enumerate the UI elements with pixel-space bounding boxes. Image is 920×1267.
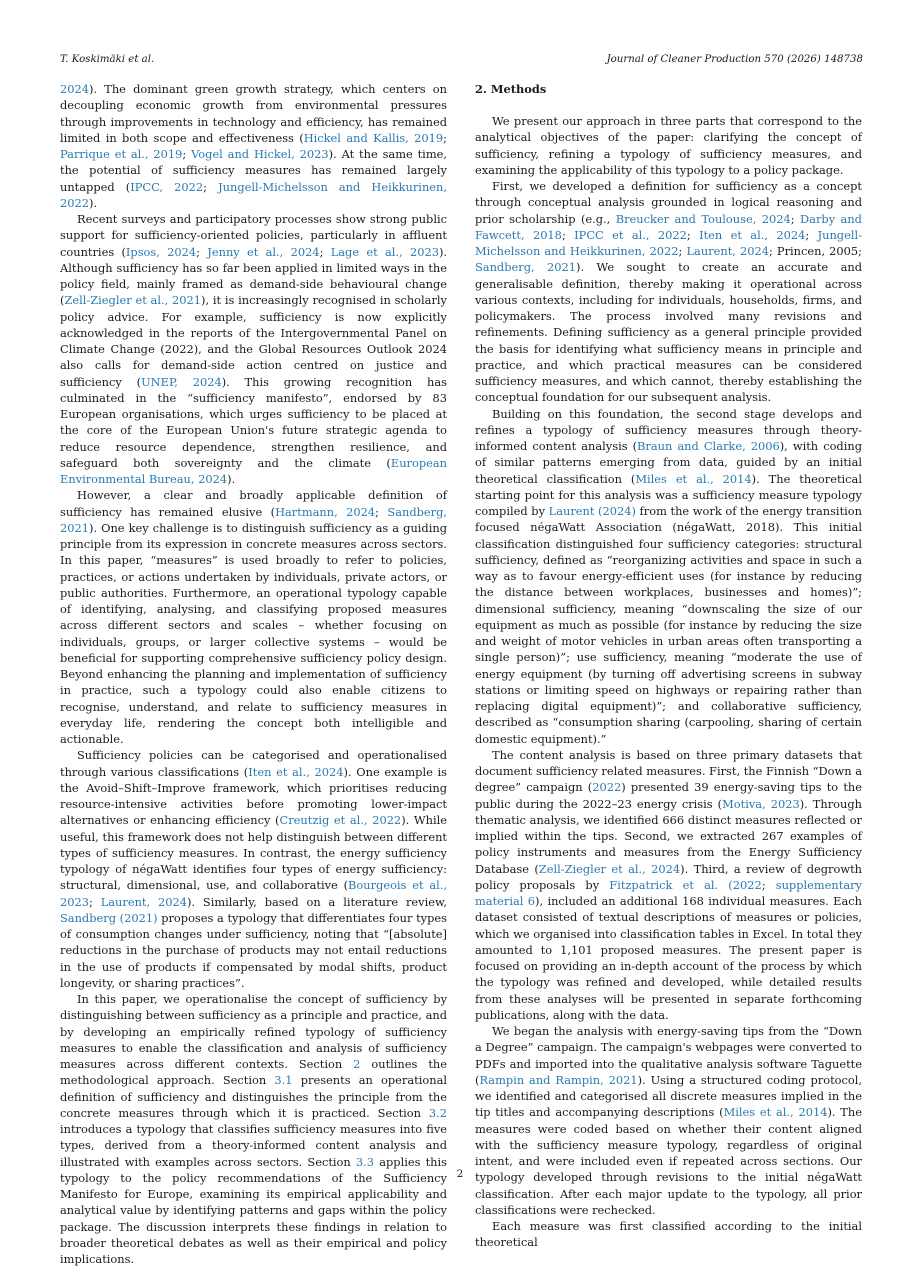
citation-link[interactable]: supplementary material 6 xyxy=(475,877,862,908)
citation-link[interactable]: Sandberg, 2021 xyxy=(60,504,448,535)
citation-link[interactable]: Vogel and Hickel, 2023 xyxy=(191,147,329,161)
citation-link[interactable]: Iten et al., 2024 xyxy=(699,227,806,242)
right-column xyxy=(475,81,862,1251)
paragraph: We began the analysis with energy-saving tips from the “Down a Degree” campaign. The campaign's webpages were converted to PDFs and imported into the qualitative analysis software Taguette (Rampin and Rampin, 2021). Using a structured coding protocol, we identified and categorised all discrete measures implied in the tip titles and accompanying descriptions (Miles et al., 2014). The measures were coded based on whether their content aligned with the sufficiency measure typology, regardless of original intent, and were included even if repeated across sections. Our typology developed through revisions to the initial négaWatt classification. After each major update to the typology, all prior classifications were rechecked. xyxy=(475,1024,863,1217)
citation-link[interactable]: Miles et al., 2014 xyxy=(635,471,752,486)
paragraph: We present our approach in three parts that correspond to the analytical objectives of the paper: clarifying the concept of sufficiency, refining a typology of sufficiency measures, and examining the applicability of this typology to a policy package. xyxy=(475,114,862,177)
citation-link[interactable]: IPCC et al., 2022 xyxy=(574,227,687,242)
citation-link[interactable]: Creutzig et al., 2022 xyxy=(279,813,402,828)
citation-link[interactable]: Hartmann, 2024 xyxy=(275,504,376,519)
citation-link[interactable]: 2 xyxy=(353,1057,361,1071)
citation-link[interactable]: Motiva, 2023 xyxy=(722,796,800,811)
citation-link[interactable]: IPCC, 2022 xyxy=(130,179,204,194)
citation-link[interactable]: Laurent (2024) xyxy=(548,504,636,518)
citation-link[interactable]: European Environmental Bureau, 2024 xyxy=(60,455,447,486)
left-column xyxy=(60,81,447,1267)
citation-link[interactable]: Sandberg, 2021 xyxy=(475,260,577,275)
page-number: 2 xyxy=(456,1168,464,1180)
paragraph: The content analysis is based on three primary datasets that document sufficiency related measures. First, the Finnish “Down a degree” campaign (2022) presented 39 energy-saving tips to the public during the 2022–23 energy crisis (Motiva, 2023). Through thematic analysis, we identified 666 distinct measures reflected or implied within the tips. Second, we extracted 267 examples of policy instruments and measures from the Energy Sufficiency Database (Zell-Ziegler et al., 2024). Third, a review of degrowth policy proposals by Fitzpatrick et al. (2022; supplementary material 6), included an additional 168 individual measures. Each dataset consisted of textual descriptions of measures or policies, which we organised into classification tables in Excel. In total they amounted to 1,101 proposed measures. The present paper is focused on providing an in-depth account of the process by which the typology was refined and developed, while detailed results from these analyses will be presented in separate forthcoming publications, along with the data. xyxy=(475,747,862,1022)
paragraph: Each measure was first classified according to the initial theoretical xyxy=(475,1219,862,1250)
paragraph: However, a clear and broadly applicable definition of sufficiency has remained elusive (Hartmann, 2024; Sandberg, 2021). One key challenge is to distinguish sufficiency as a guiding principle from its expression in concrete measures across sectors. In this paper, “measures” is used broadly to refer to policies, practices, or actions undertaken by individuals, private actors, or public authorities. Furthermore, an operational typology capable of identifying, analysing, and classifying proposed measures across different sectors and scales – whether focusing on individuals, groups, or larger collective systems – would be beneficial for supporting comprehensive sufficiency policy design. Beyond enhancing the planning and implementation of sufficiency in practice, such a typology could also enable citizens to recognise, understand, and relate to sufficiency measures in everyday life, rendering the concept both intelligible and actionable. xyxy=(60,488,448,746)
citation-link[interactable]: Hickel and Kallis, 2019 xyxy=(303,130,444,145)
citation-link[interactable]: UNEP, 2024 xyxy=(141,374,222,389)
citation-link[interactable]: Ipsos, 2024 xyxy=(125,244,197,259)
citation-link[interactable]: 3.1 xyxy=(274,1073,293,1088)
paragraph: In this paper, we operationalise the concept of sufficiency by distinguishing between sufficiency as a principle and practice, and by developing an empirically refined typology of sufficiency measures to enable the classification and analysis of sufficiency measures across different contexts. Section 2 outlines the methodological approach. Section 3.1 presents an operational definition of sufficiency and distinguishes the principle from the concrete measures through which it is practiced. Section 3.2 introduces a typology that classifies sufficiency measures into five types, derived from a theory-informed content analysis and illustrated with examples across sectors. Section 3.3 applies this typology to the policy recommendations of the Sufficiency Manifesto for Europe, examining its empirical applicability and analytical value by identifying patterns and gaps within the policy package. The discussion interprets these findings in relation to broader theoretical debates as well as their empirical and policy implications. xyxy=(60,992,447,1266)
citation-link[interactable]: Jungell-Michelsson and Heikkurinen, 2022 xyxy=(60,179,447,210)
citation-link[interactable]: Jenny et al., 2024 xyxy=(207,244,320,259)
paragraph: First, we developed a definition for sufficiency as a concept through conceptual analysis grounded in logical reasoning and prior scholarship (e.g., Breucker and Toulouse, 2024; Darby and Fawcett, 2018; IPCC et al., 2022; Iten et al., 2024; Jungell-Michelsson and Heikkurinen, 2022; Laurent, 2024; Princen, 2005; Sandberg, 2021). We sought to create an accurate and generalisable definition, thereby making it operational across various contexts, including for individuals, households, firms, and policymakers. The process involved many revisions and refinements. Defining sufficiency as a general principle provided the basis for identifying what sufficiency means in principle and practice, and which practical measures can be considered sufficiency measures, and which cannot, thereby establishing the conceptual foundation for our subsequent analysis. xyxy=(475,179,862,405)
citation-link[interactable]: Darby and Fawcett, 2018 xyxy=(475,211,862,242)
citation-link[interactable]: Laurent, 2024 xyxy=(100,894,187,909)
citation-link[interactable]: Bourgeois et al., 2023 xyxy=(60,878,448,909)
citation-link[interactable]: Iten et al., 2024 xyxy=(248,764,344,779)
citation-link[interactable]: Rampin and Rampin, 2021 xyxy=(479,1072,638,1087)
citation-link[interactable]: Jungell-Michelsson and Heikkurinen, 2022 xyxy=(475,227,862,258)
citation-link[interactable]: Zell-Ziegler et al., 2024 xyxy=(538,861,681,876)
citation-link[interactable]: 3.3 xyxy=(355,1154,375,1169)
paragraph: 2024). The dominant green growth strategy, which centers on decoupling economic growth from environmental pressures through improvements in technology and efficiency, has remained limited in both scope and effectiveness (Hickel and Kallis, 2019; Parrique et al., 2019; Vogel and Hickel, 2023). At the same time, the potential of sufficiency measures has remained largely untapped (IPCC, 2022; Jungell-Michelsson and Heikkurinen, 2022). xyxy=(60,82,447,210)
citation-link[interactable]: Laurent, 2024 xyxy=(686,244,769,258)
citation-link[interactable]: Braun and Clarke, 2006 xyxy=(637,439,780,453)
citation-link[interactable]: 2022 xyxy=(592,780,622,795)
citation-link[interactable]: Lage et al., 2023 xyxy=(330,244,439,259)
citation-link[interactable]: 3.2 xyxy=(428,1105,447,1120)
running-header xyxy=(60,54,863,68)
citation-link[interactable]: Sandberg (2021) xyxy=(60,910,158,925)
section-heading-methods: 2. Methods xyxy=(475,82,547,96)
citation-link[interactable]: Parrique et al., 2019 xyxy=(60,147,183,161)
citation-link[interactable]: Breucker and Toulouse, 2024 xyxy=(615,211,791,226)
paragraph: Building on this foundation, the second stage develops and refines a typology of sufficiency measures through theory-informed content analysis (Braun and Clarke, 2006), with coding of similar patterns emerging from data, guided by an initial theoretical classification (Miles et al., 2014). The theoretical starting point for this analysis was a sufficiency measure typology compiled by Laurent (2024) from the work of the energy transition focused négaWatt Association (négaWatt, 2018). This initial classification distinguished four sufficiency categories: structural sufficiency, defined as “reorganizing activities and space in such a way as to favour energy-efficient uses (for instance by reducing the distance between workplaces, businesses and homes)”; dimensional sufficiency, meaning “downscaling the size of our equipment as much as possible (for instance by reducing the size and weight of motor vehicles in urban areas often transporting a single person)”; use sufficiency, meaning “moderate the use of energy equipment (by turning off advertising screens in subway stations or limiting speed on highways or repairing rather than replacing digital equipment)”; and collaborative sufficiency, described as “consumption sharing (carpooling, sharing of certain domestic equipment).” xyxy=(475,406,862,746)
citation-link[interactable]: Zell-Ziegler et al., 2021 xyxy=(64,293,202,308)
journal-running-head: Journal of Cleaner Production 570 (2026) 148738 xyxy=(606,54,863,65)
citation-link[interactable]: Fitzpatrick et al. (2022 xyxy=(609,877,762,892)
author-running-head: T. Koskimäki et al. xyxy=(60,54,155,65)
paragraph: Recent surveys and participatory processes show strong public support for sufficiency-oriented policies, particularly in affluent countries (Ipsos, 2024; Jenny et al., 2024; Lage et al., 2023). Although sufficiency has so far been applied in limited ways in the policy field, mainly framed as demand-side behavioural change (Zell-Ziegler et al., 2021), it is increasingly recognised in scholarly policy advice. For example, sufficiency is now explicitly acknowledged in the reports of the Intergovernmental Panel on Climate Change (2022), and the Global Resources Outlook 2024 also calls for demand-side action centred on justice and sufficiency (UNEP, 2024). This growing recognition has culminated in the “sufficiency manifesto”, endorsed by 83 European organisations, which urges sufficiency to be placed at the core of the European Union's future strategic agenda to reduce resource dependence, strengthen resilience, and safeguard both sovereignty and the climate (European Environmental Bureau, 2024). xyxy=(60,212,448,486)
citation-link[interactable]: Miles et al., 2014 xyxy=(723,1105,828,1120)
paragraph: Sufficiency policies can be categorised and operationalised through various classifications (Iten et al., 2024). One example is the Avoid–Shift–Improve framework, which prioritises reducing resource-intensive activities before promoting lower-impact alternatives or enhancing efficiency (Creutzig et al., 2022). While useful, this framework does not help distinguish between different types of sufficiency measures. In contrast, the energy sufficiency typology of négaWatt identifies four types of energy sufficiency: structural, dimensional, use, and collaborative (Bourgeois et al., 2023; Laurent, 2024). Similarly, based on a literature review, Sandberg (2021) proposes a typology that differentiates four types of consumption changes under sufficiency, noting that “[absolute] reductions in the purchase of products may not entail reductions in the use of products if compensated by modal shifts, product longevity, or sharing practices”. xyxy=(60,748,448,990)
citation-link[interactable]: 2024 xyxy=(60,82,89,96)
